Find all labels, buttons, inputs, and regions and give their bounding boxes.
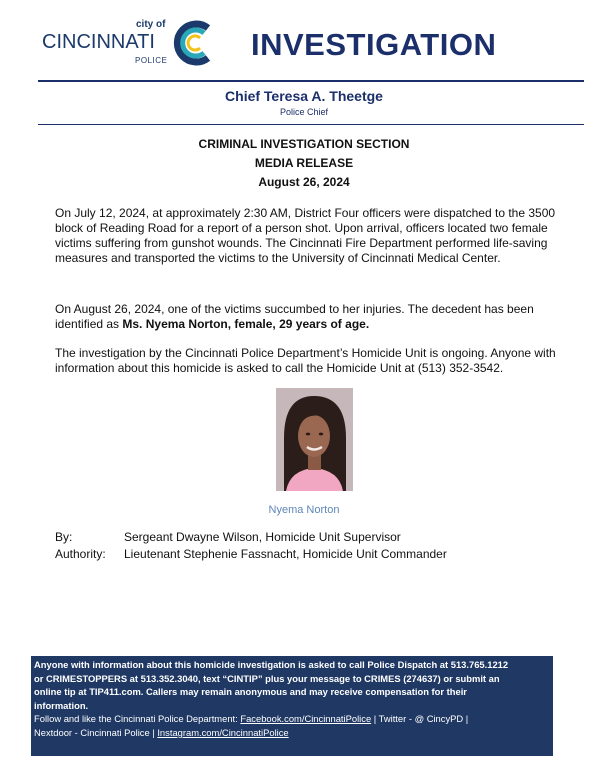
victim-lead-text: On August 26, 2024, one of the victims succumbed to her injuries. The decedent has been identified as [55, 302, 534, 331]
victim-identity: Ms. Nyema Norton, female, 29 years of age. [122, 317, 370, 331]
instagram-link[interactable]: Instagram.com/CincinnatiPolice [157, 727, 289, 738]
by-value: Sergeant Dwayne Wilson, Homicide Unit Supervisor [124, 530, 401, 544]
page-headline: INVESTIGATION [251, 27, 497, 62]
release-type: MEDIA RELEASE [254, 156, 354, 170]
cincinnati-police-logo [38, 18, 218, 70]
body-paragraph-victim [55, 302, 575, 332]
body-paragraph-incident: On July 12, 2024, at approximately 2:30 AM, District Four officers were dispatched to the 3500 block of Reading Road for a report of a person shot. Upon arrival, officers located two female victims suffering from gunshot wounds. The Cincinnati Fire Department performed life-saving measures and transported the victims to the University of Cincinnati Medical Center. [55, 206, 556, 265]
logo-police: POLICE [135, 56, 168, 65]
release-section: CRIMINAL INVESTIGATION SECTION [198, 137, 410, 151]
nextdoor-text: Nextdoor - Cincinnati Police | [34, 727, 158, 738]
logo-city-of: city of [136, 19, 166, 30]
by-label: By: [55, 530, 73, 544]
tip-text [34, 658, 548, 712]
logo-c-emblem-icon [168, 18, 216, 68]
tip-line-3: online tip at TIP411.com. Callers may remain anonymous and may receive compensation for their [34, 686, 467, 697]
authority-value: Lieutenant Stephenie Fassnacht, Homicide Unit Commander [124, 547, 447, 561]
chief-title: Police Chief [279, 107, 329, 117]
release-date: August 26, 2024 [258, 175, 350, 189]
photo-caption: Nyema Norton [268, 504, 340, 516]
chief-name: Chief Teresa A. Theetge [225, 88, 383, 104]
victim-photo [276, 388, 353, 491]
signature-authority [55, 547, 447, 562]
section-divider [38, 124, 584, 125]
follow-lead: Follow and like the Cincinnati Police Department: [34, 713, 241, 724]
tip-footer-box [31, 656, 553, 756]
twitter-text: | Twitter - @ CincyPD | [371, 713, 469, 724]
authority-label: Authority: [55, 547, 106, 561]
tip-line-4: information. [34, 699, 89, 711]
tip-line-2: or CRIMESTOPPERS at 513.352.3040, text “CINTIP” plus your message to CRIMES (274637) or submit an [34, 672, 500, 684]
signature-by [55, 530, 401, 545]
body-paragraph-investigation: The investigation by the Cincinnati Police Department’s Homicide Unit is ongoing. Anyone with information about this homicide is asked to call the Homicide Unit at (513) 352-3542. [55, 346, 556, 375]
social-follow-text [34, 712, 548, 740]
header-divider [38, 80, 584, 82]
logo-city-name: CINCINNATI [42, 31, 155, 53]
facebook-link[interactable]: Facebook.com/CincinnatiPolice [240, 713, 372, 724]
tip-line-1: Anyone with information about this homicide investigation is asked to call Police Dispatch at 513.765.1212 [34, 659, 509, 670]
